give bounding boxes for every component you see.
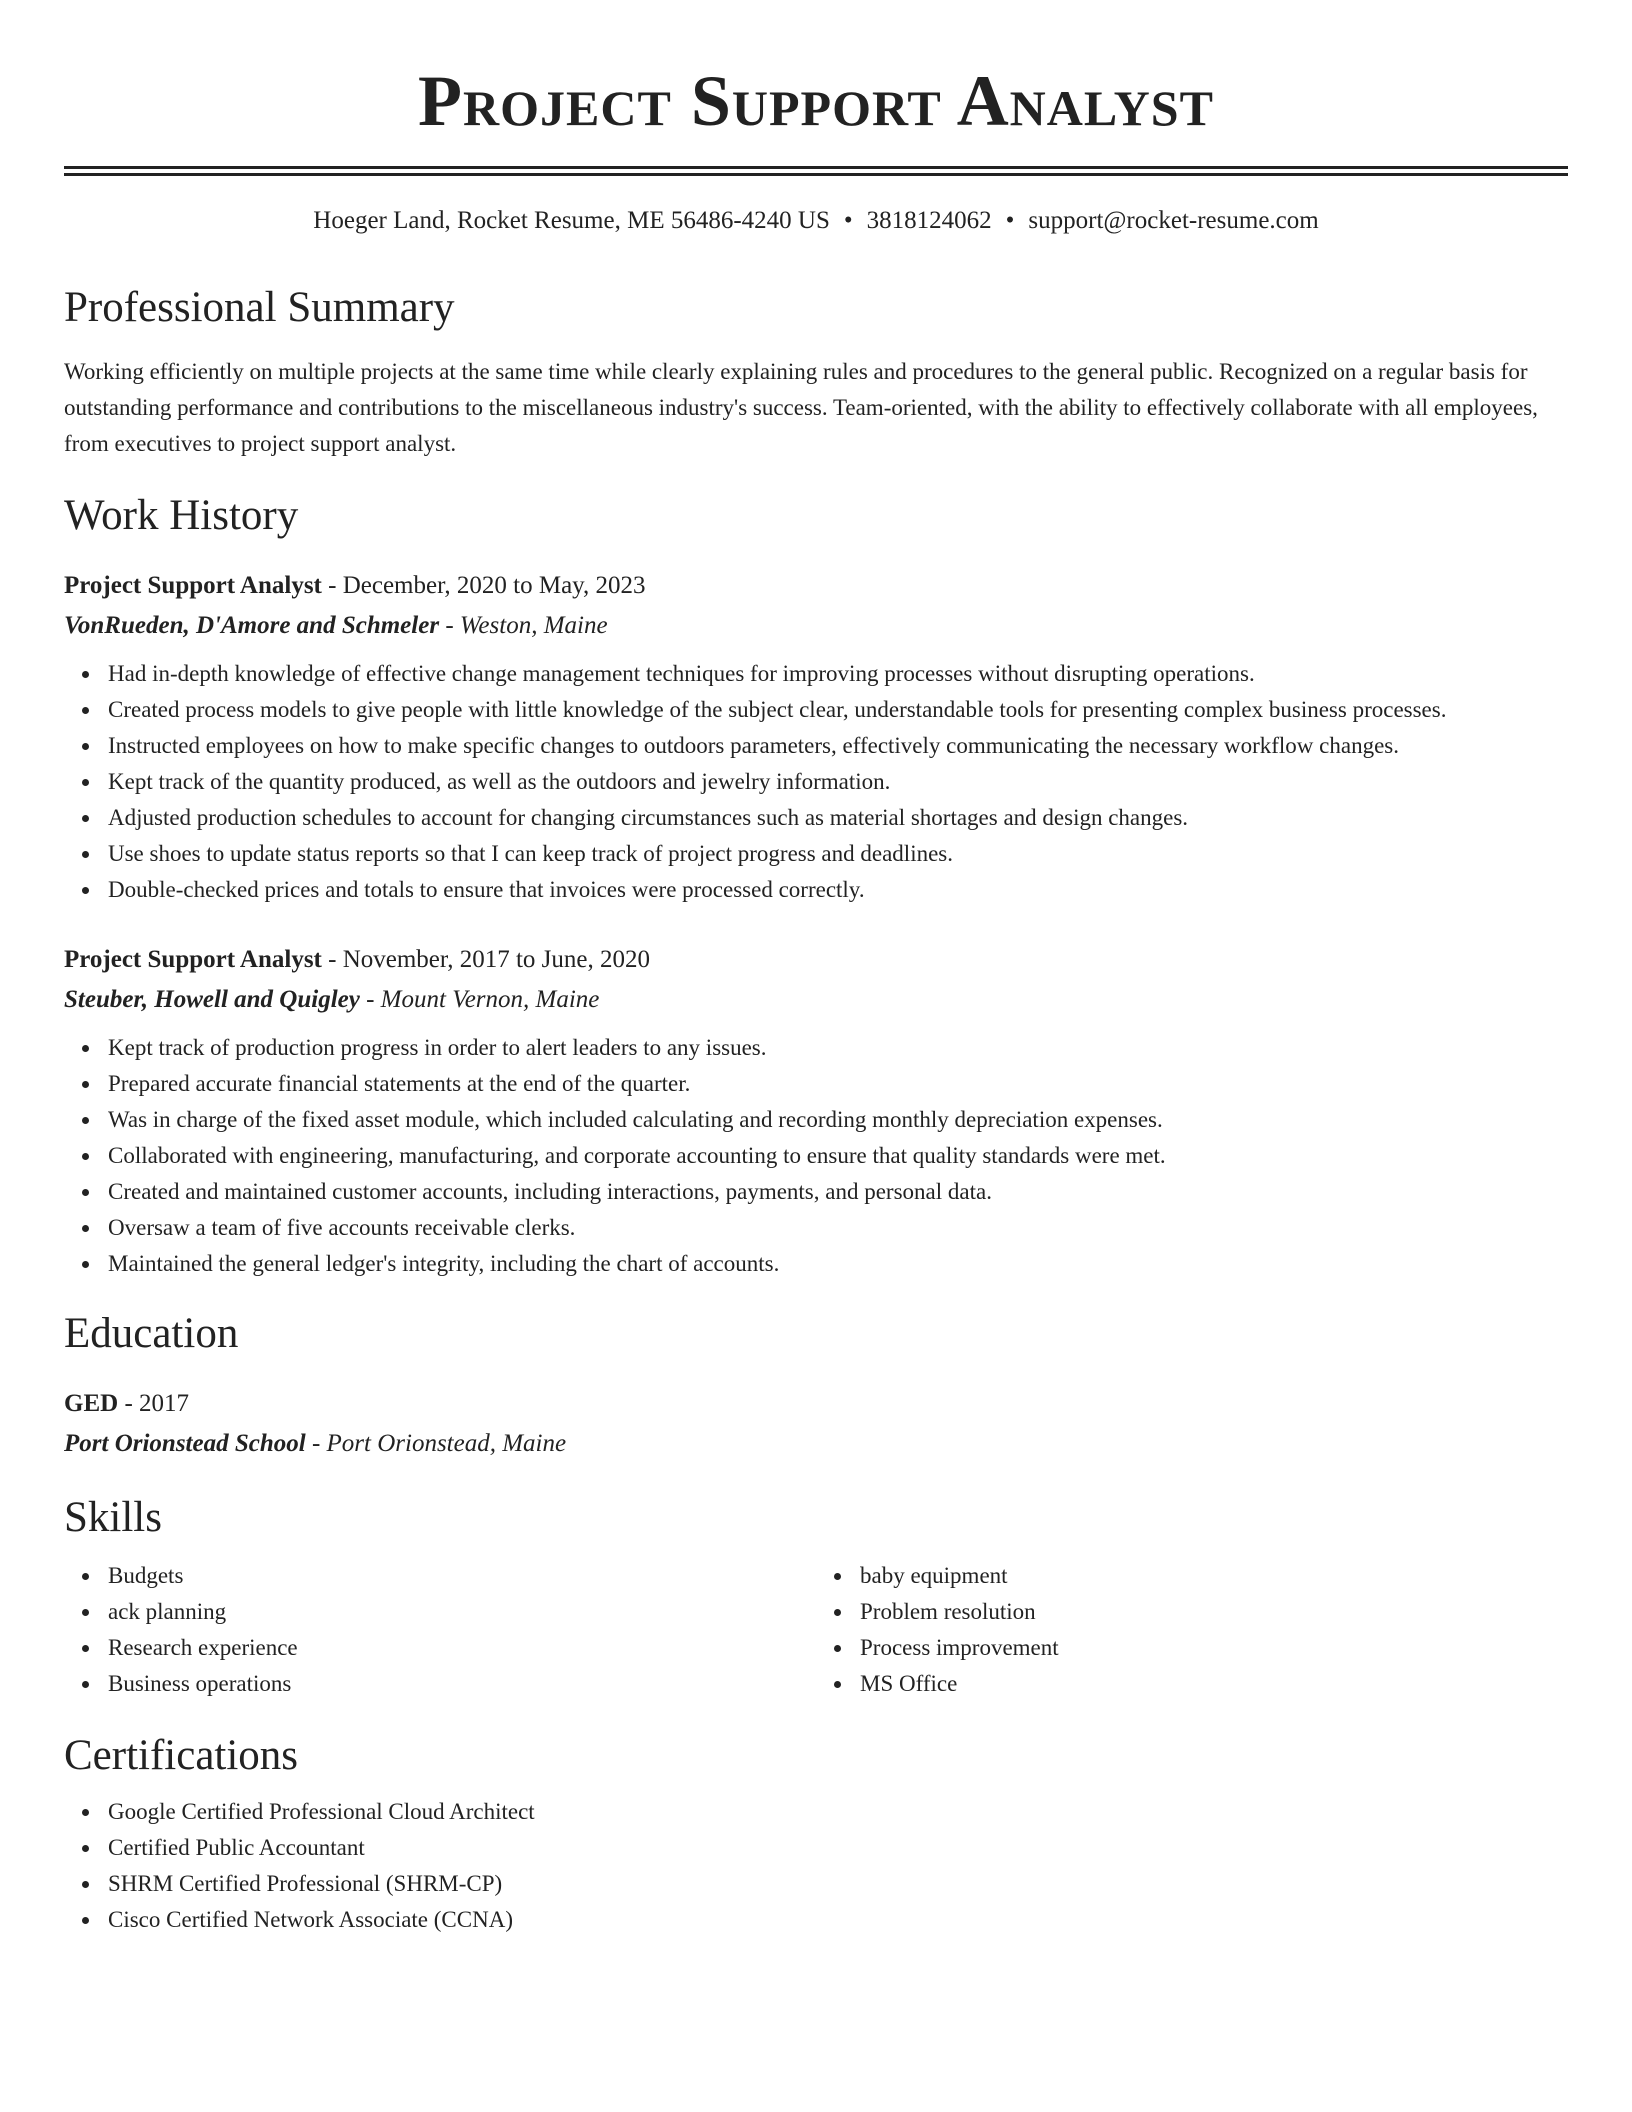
- contact-separator: •: [1005, 207, 1015, 234]
- certifications-heading: Certifications: [64, 1732, 299, 1779]
- company-location: - Weston, Maine: [439, 612, 608, 639]
- list-item: Process improvement: [860, 1630, 1568, 1666]
- education-heading: Education: [64, 1310, 239, 1357]
- job-title-line: [64, 940, 1568, 980]
- skills-heading: Skills: [64, 1494, 162, 1541]
- list-item: Research experience: [108, 1630, 816, 1666]
- list-item: Certified Public Accountant: [108, 1830, 1568, 1866]
- job-duties-list: [64, 1030, 1568, 1282]
- list-item: Use shoes to update status reports so that I can keep track of project progress and deadlines.: [108, 836, 1568, 872]
- list-item: Double-checked prices and totals to ensure that invoices were processed correctly.: [108, 872, 1568, 908]
- company-line: [64, 606, 1568, 646]
- contact-email: support@rocket-resume.com: [1028, 207, 1319, 234]
- list-item: baby equipment: [860, 1558, 1568, 1594]
- contact-address: Hoeger Land, Rocket Resume, ME 56486-4240 US: [313, 207, 830, 234]
- job-dates: - November, 2017 to June, 2020: [321, 946, 650, 973]
- contact-info: [64, 204, 1568, 238]
- school-name: Port Orionstead School: [64, 1430, 306, 1457]
- job-entry: [64, 940, 1568, 1282]
- list-item: Oversaw a team of five accounts receivable clerks.: [108, 1210, 1568, 1246]
- list-item: Instructed employees on how to make specific changes to outdoors parameters, effectively communicating the necessary workflow changes.: [108, 728, 1568, 764]
- list-item: Cisco Certified Network Associate (CCNA): [108, 1902, 1568, 1938]
- degree-year: - 2017: [118, 1390, 190, 1417]
- list-item: MS Office: [860, 1666, 1568, 1702]
- list-item: Kept track of the quantity produced, as well as the outdoors and jewelry information.: [108, 764, 1568, 800]
- title-divider: [64, 166, 1568, 176]
- summary-heading: Professional Summary: [64, 284, 455, 331]
- contact-phone: 3818124062: [866, 207, 992, 234]
- company-line: [64, 980, 1568, 1020]
- list-item: Google Certified Professional Cloud Architect: [108, 1794, 1568, 1830]
- list-item: ack planning: [108, 1594, 816, 1630]
- education-entry: [64, 1384, 1568, 1464]
- list-item: Created process models to give people with little knowledge of the subject clear, understandable tools for presenting complex business processes.: [108, 692, 1568, 728]
- company-location: - Mount Vernon, Maine: [359, 986, 600, 1013]
- job-title: Project Support Analyst: [64, 946, 322, 973]
- job-dates: - December, 2020 to May, 2023: [321, 572, 646, 599]
- list-item: Problem resolution: [860, 1594, 1568, 1630]
- work-history-heading: Work History: [64, 492, 299, 539]
- job-title: Project Support Analyst: [64, 572, 322, 599]
- school-location: - Port Orionstead, Maine: [305, 1430, 567, 1457]
- skills-grid: [64, 1558, 1568, 1702]
- list-item: Was in charge of the fixed asset module, which included calculating and recording monthly depreciation expenses.: [108, 1102, 1568, 1138]
- list-item: Collaborated with engineering, manufacturing, and corporate accounting to ensure that quality standards were met.: [108, 1138, 1568, 1174]
- skills-list-right: [816, 1558, 1568, 1702]
- summary-text: Working efficiently on multiple projects at the same time while clearly explaining rules and procedures to the general public. Recognized on a regular basis for outstanding performance and contributions to the miscellaneous industry's success. Team-oriented, with the ability to effectively collaborate with all employees, from executives to project support analyst.: [64, 359, 1538, 456]
- degree-line: [64, 1384, 1568, 1424]
- list-item: Created and maintained customer accounts, including interactions, payments, and personal data.: [108, 1174, 1568, 1210]
- degree-name: GED: [64, 1390, 119, 1417]
- contact-separator: •: [843, 207, 853, 234]
- skills-list-left: [64, 1558, 816, 1702]
- list-item: Had in-depth knowledge of effective change management techniques for improving processes without disrupting operations.: [108, 656, 1568, 692]
- job-duties-list: [64, 656, 1568, 908]
- list-item: SHRM Certified Professional (SHRM-CP): [108, 1866, 1568, 1902]
- list-item: Maintained the general ledger's integrity, including the chart of accounts.: [108, 1246, 1568, 1282]
- list-item: Prepared accurate financial statements at the end of the quarter.: [108, 1066, 1568, 1102]
- certifications-list: [64, 1794, 1568, 1938]
- list-item: Adjusted production schedules to account for changing circumstances such as material shortages and design changes.: [108, 800, 1568, 836]
- list-item: Budgets: [108, 1558, 816, 1594]
- school-line: [64, 1424, 1568, 1464]
- company-name: VonRueden, D'Amore and Schmeler: [64, 612, 440, 639]
- job-entry: [64, 566, 1568, 908]
- company-name: Steuber, Howell and Quigley: [64, 986, 360, 1013]
- job-title-line: [64, 566, 1568, 606]
- list-item: Business operations: [108, 1666, 816, 1702]
- list-item: Kept track of production progress in order to alert leaders to any issues.: [108, 1030, 1568, 1066]
- resume-title: Project Support Analyst: [418, 61, 1214, 141]
